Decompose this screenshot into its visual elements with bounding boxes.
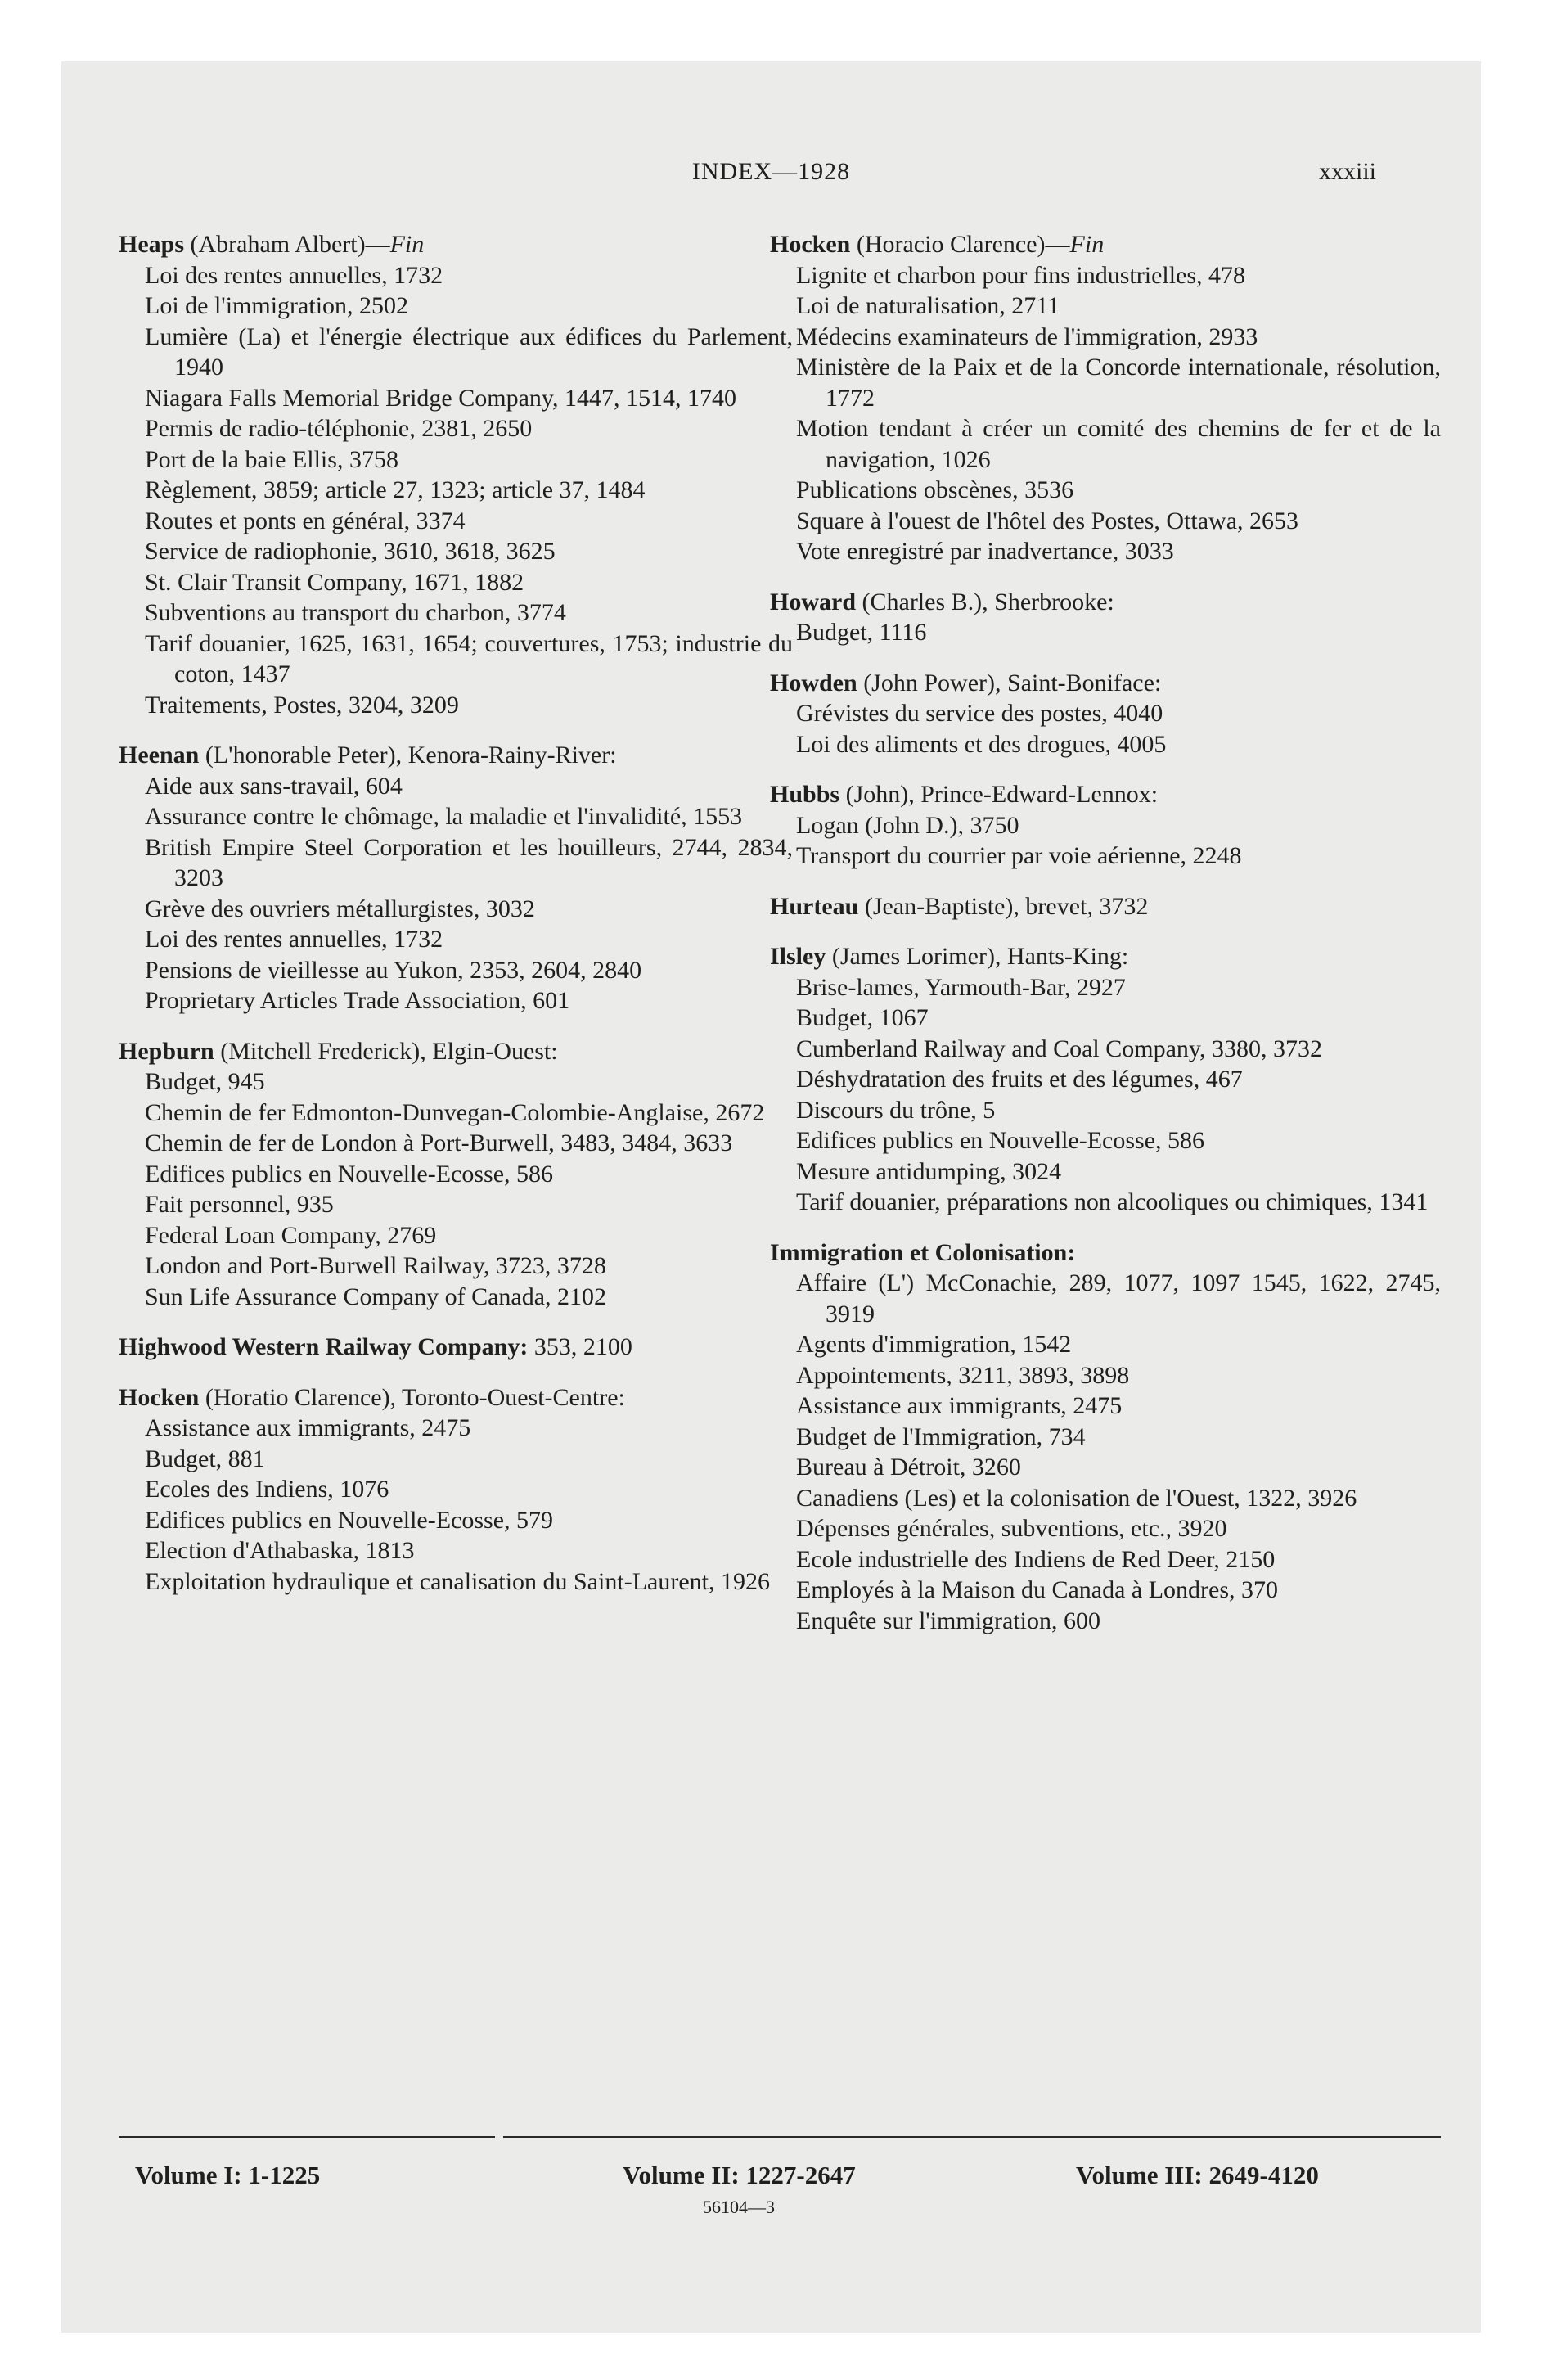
entry-heading	[119, 1382, 793, 1413]
index-entry	[770, 587, 1441, 648]
entry-subitem: Appointements, 3211, 3893, 3898	[796, 1361, 1130, 1389]
entry-subitem: Règlement, 3859; article 27, 1323; article 37, 1484	[145, 476, 646, 503]
entry-heading	[119, 229, 793, 260]
index-entry	[119, 1036, 793, 1313]
entry-subitem: Employés à la Maison du Canada à Londres, 370	[796, 1576, 1279, 1603]
entry-subitem: Tarif douanier, préparations non alcooliques ou chimiques, 1341	[796, 1188, 1429, 1215]
entry-subitem: Grévistes du service des postes, 4040	[796, 700, 1163, 727]
entry-subitem: Ecole industrielle des Indiens de Red Deer, 2150	[796, 1545, 1276, 1573]
entry-subitem: Affaire (L') McConachie, 289, 1077, 1097 1545, 1622, 2745, 3919	[796, 1269, 1441, 1327]
entry-heading	[770, 779, 1441, 810]
entry-name: Howden	[770, 669, 857, 696]
entry-subitem: Lignite et charbon pour fins industrielles, 478	[796, 261, 1246, 289]
entry-descriptor: (Jean-Baptiste), brevet, 3732	[858, 892, 1149, 920]
entry-name: Heenan	[119, 741, 200, 769]
entry-subitem: Ministère de la Paix et de la Concorde internationale, résolution, 1772	[796, 354, 1441, 412]
right-column	[770, 229, 1441, 1656]
entry-subitem: Service de radiophonie, 3610, 3618, 3625	[145, 538, 556, 565]
entry-name: Hepburn	[119, 1037, 214, 1065]
entry-suffix: Fin	[389, 231, 425, 258]
entry-descriptor: (Mitchell Frederick), Elgin-Ouest:	[214, 1037, 558, 1065]
entry-heading	[770, 587, 1441, 618]
footer-rule-left	[119, 2136, 495, 2138]
entry-name: Hubbs	[770, 781, 840, 808]
entry-heading	[770, 668, 1441, 699]
entry-subitem: Loi de naturalisation, 2711	[796, 292, 1060, 319]
volume-2-range: Volume II: 1227-2647	[623, 2161, 856, 2189]
entry-subitem: Permis de radio-téléphonie, 2381, 2650	[145, 415, 533, 442]
entry-subitem: Square à l'ouest de l'hôtel des Postes, Ottawa, 2653	[796, 507, 1299, 534]
entry-subitem: Grève des ouvriers métallurgistes, 3032	[145, 895, 535, 922]
entry-descriptor: (Horacio Clarence)—	[850, 231, 1070, 258]
entry-subitem: Budget de l'Immigration, 734	[796, 1422, 1086, 1450]
entry-subitem: British Empire Steel Corporation et les houilleurs, 2744, 2834, 3203	[145, 833, 793, 891]
entry-subitem: Assurance contre le chômage, la maladie et l'invalidité, 1553	[145, 803, 743, 830]
entry-heading	[119, 740, 793, 771]
entry-subitem: Sun Life Assurance Company of Canada, 2102	[145, 1282, 607, 1310]
entry-subitem: Brise-lames, Yarmouth-Bar, 2927	[796, 973, 1126, 1001]
print-code: 56104—3	[703, 2197, 775, 2217]
entry-subitem: Fait personnel, 935	[145, 1191, 334, 1218]
entry-subitem: Loi des rentes annuelles, 1732	[145, 261, 443, 289]
entry-descriptor: (Charles B.), Sherbrooke:	[856, 588, 1114, 615]
entry-descriptor: (Horatio Clarence), Toronto-Ouest-Centre:	[199, 1383, 625, 1411]
entry-descriptor: (James Lorimer), Hants-King:	[826, 943, 1129, 970]
entry-subitem: Discours du trône, 5	[796, 1096, 996, 1124]
index-entry	[119, 1332, 793, 1363]
entry-subitem: Routes et ponts en général, 3374	[145, 507, 466, 534]
left-column	[119, 229, 793, 1616]
entry-subitem: Exploitation hydraulique et canalisation du Saint-Laurent, 1926	[145, 1567, 770, 1595]
entry-subitem: Agents d'immigration, 1542	[796, 1331, 1072, 1358]
entry-subitem: Budget, 881	[145, 1445, 265, 1472]
entry-heading	[770, 1237, 1441, 1269]
entry-heading	[119, 1332, 793, 1363]
entry-name: Highwood Western Railway Company:	[119, 1333, 529, 1360]
index-page	[61, 61, 1481, 2333]
entry-subitem: Lumière (La) et l'énergie électrique aux édifices du Parlement, 1940	[145, 322, 793, 381]
entry-subitem: Assistance aux immigrants, 2475	[796, 1392, 1123, 1419]
entry-subitem: Dépenses générales, subventions, etc., 3920	[796, 1515, 1227, 1542]
index-entry	[770, 941, 1441, 1218]
entry-subitem: Loi de l'immigration, 2502	[145, 292, 409, 319]
entry-subitem: Tarif douanier, 1625, 1631, 1654; couvertures, 1753; industrie du coton, 1437	[145, 629, 793, 687]
entry-subitem: Bureau à Détroit, 3260	[796, 1454, 1021, 1481]
entry-name: Hurteau	[770, 892, 859, 920]
entry-subitem: Edifices publics en Nouvelle-Ecosse, 586	[796, 1127, 1205, 1154]
entry-subitem: Canadiens (Les) et la colonisation de l'Ouest, 1322, 3926	[796, 1484, 1357, 1512]
entry-subitem: Vote enregistré par inadvertance, 3033	[796, 538, 1174, 565]
entry-subitem: Edifices publics en Nouvelle-Ecosse, 579	[145, 1506, 554, 1534]
entry-subitem: Déshydratation des fruits et des légumes, 467	[796, 1066, 1243, 1093]
entry-subitem: Publications obscènes, 3536	[796, 476, 1074, 503]
index-entry	[770, 229, 1441, 567]
volume-1-range: Volume I: 1-1225	[135, 2161, 321, 2189]
entry-subitem: Aide aux sans-travail, 604	[145, 772, 403, 800]
entry-descriptor: (L'honorable Peter), Kenora-Rainy-River:	[199, 741, 617, 769]
entry-subitem: Federal Loan Company, 2769	[145, 1221, 437, 1249]
entry-subitem: Budget, 945	[145, 1068, 265, 1095]
entry-subitem: Chemin de fer Edmonton-Dunvegan-Colombie-Anglaise, 2672	[145, 1098, 765, 1126]
entry-descriptor: 353, 2100	[528, 1333, 632, 1360]
entry-subitem: Médecins examinateurs de l'immigration, 2933	[796, 322, 1258, 350]
index-entry	[770, 1237, 1441, 1637]
entry-name: Hocken	[770, 231, 851, 258]
entry-subitem: Chemin de fer de London à Port-Burwell, 3483, 3484, 3633	[145, 1129, 733, 1156]
entry-subitem: Cumberland Railway and Coal Company, 3380, 3732	[796, 1034, 1322, 1062]
footer-rule-right	[503, 2136, 1441, 2138]
entry-subitem: Traitements, Postes, 3204, 3209	[145, 691, 459, 719]
entry-subitem: Budget, 1116	[796, 619, 927, 646]
page-number: xxxiii	[1318, 158, 1376, 185]
entry-subitem: Pensions de vieillesse au Yukon, 2353, 2604, 2840	[145, 956, 642, 984]
entry-subitem: Edifices publics en Nouvelle-Ecosse, 586	[145, 1160, 554, 1188]
entry-name: Ilsley	[770, 943, 826, 970]
entry-subitem: Loi des aliments et des drogues, 4005	[796, 730, 1167, 758]
entry-subitem: Ecoles des Indiens, 1076	[145, 1476, 389, 1503]
page-header	[61, 158, 1481, 199]
entry-subitem: St. Clair Transit Company, 1671, 1882	[145, 568, 524, 596]
entry-subitem: Subventions au transport du charbon, 3774	[145, 599, 566, 626]
entry-name: Howard	[770, 588, 856, 615]
index-entry	[770, 668, 1441, 760]
entry-subitem: Port de la baie Ellis, 3758	[145, 445, 398, 473]
entry-subitem: Niagara Falls Memorial Bridge Company, 1447, 1514, 1740	[145, 384, 736, 412]
entry-heading	[770, 941, 1441, 972]
entry-subitem: Transport du courrier par voie aérienne, 2248	[796, 842, 1242, 869]
entry-heading	[770, 229, 1441, 260]
entry-name: Immigration et Colonisation:	[770, 1238, 1076, 1266]
entry-subitem: Mesure antidumping, 3024	[796, 1157, 1062, 1185]
entry-subitem: Enquête sur l'immigration, 600	[796, 1607, 1101, 1634]
entry-subitem: London and Port-Burwell Railway, 3723, 3728	[145, 1252, 606, 1279]
index-entry	[119, 229, 793, 720]
entry-subitem: Budget, 1067	[796, 1004, 929, 1031]
entry-name: Heaps	[119, 231, 185, 258]
entry-subitem: Assistance aux immigrants, 2475	[145, 1414, 471, 1441]
entry-descriptor: (John), Prince-Edward-Lennox:	[839, 781, 1159, 808]
entry-heading	[770, 891, 1441, 922]
entry-subitem: Logan (John D.), 3750	[796, 811, 1019, 839]
index-entry	[770, 891, 1441, 922]
index-entry	[119, 1382, 793, 1598]
entry-descriptor: (Abraham Albert)—	[184, 231, 390, 258]
entry-subitem: Motion tendant à créer un comité des chemins de fer et de la navigation, 1026	[796, 415, 1441, 473]
entry-subitem: Proprietary Articles Trade Association, 601	[145, 987, 570, 1014]
entry-name: Hocken	[119, 1383, 200, 1411]
index-entry	[119, 740, 793, 1016]
entry-suffix: Fin	[1069, 231, 1105, 258]
volume-3-range: Volume III: 2649-4120	[1076, 2161, 1319, 2189]
entry-subitem: Election d'Athabaska, 1813	[145, 1537, 415, 1564]
entry-heading	[119, 1036, 793, 1067]
index-entry	[770, 779, 1441, 872]
entry-descriptor: (John Power), Saint-Boniface:	[857, 669, 1162, 696]
entry-subitem: Loi des rentes annuelles, 1732	[145, 926, 443, 953]
page-title: INDEX—1928	[691, 158, 851, 185]
